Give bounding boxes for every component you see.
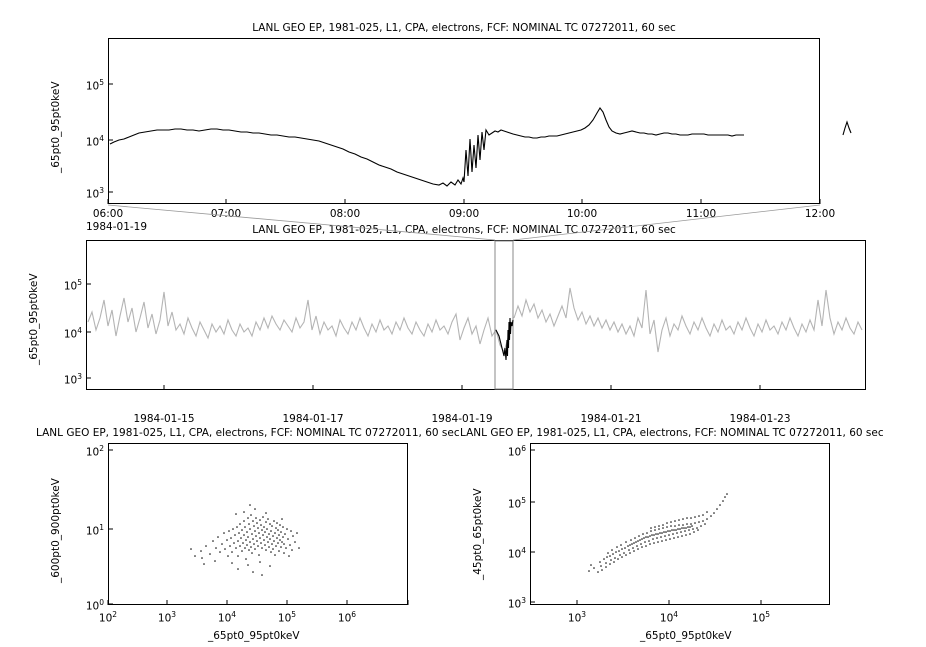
zoom-connector-lines <box>108 205 820 240</box>
br-xtick-1e5: $10^5$ <box>751 610 771 625</box>
bl-ytick-1e0: $10^0$ <box>85 598 104 613</box>
br-ytick-1e3: $10^3$ <box>507 596 526 611</box>
br-ytick-1e5: $10^5$ <box>507 496 526 511</box>
middle-axis-ticks <box>86 284 760 390</box>
bl-ytick-1e2: $10^2$ <box>85 444 104 459</box>
bl-xtick-1e5: $10^5$ <box>277 610 297 625</box>
middle-xtick-2: 1984-01-19 <box>431 413 493 425</box>
top-axis-ticks <box>108 84 820 204</box>
middle-xtick-4: 1984-01-23 <box>729 413 791 425</box>
top-ytick-1e4: $10^4$ <box>85 134 104 149</box>
top-xtick-1: 07:00 <box>210 208 242 220</box>
middle-xtick-3: 1984-01-21 <box>580 413 642 425</box>
bl-xtick-1e4: $10^4$ <box>217 610 237 625</box>
bottom-left-ylabel: _600pt0_900pt0keV <box>50 478 62 583</box>
middle-xtick-0: 1984-01-15 <box>133 413 195 425</box>
middle-ytick-1e5: $10^5$ <box>63 278 82 293</box>
top-xtick-2: 08:00 <box>329 208 361 220</box>
br-ytick-1e4: $10^4$ <box>507 546 526 561</box>
top-trace-65-95kev <box>110 108 744 186</box>
top-xtick-4: 10:00 <box>566 208 598 220</box>
top-date-label: 1984-01-19 <box>86 221 148 233</box>
bottom-left-xlabel: _65pt0_95pt0keV <box>208 630 300 642</box>
middle-xtick-1: 1984-01-17 <box>282 413 344 425</box>
bl-ytick-1e1: $10^1$ <box>85 523 104 538</box>
bottom-left-panel-title: LANL GEO EP, 1981-025, L1, CPA, electrons, FCF: NOMINAL TC 07272011, 60 sec <box>36 427 460 439</box>
top-trace-segment-right <box>843 122 851 135</box>
br-xtick-1e4: $10^4$ <box>659 610 679 625</box>
top-ytick-1e5: $10^5$ <box>85 78 104 93</box>
top-ytick-1e3: $10^3$ <box>85 186 104 201</box>
bottom-right-xlabel: _65pt0_95pt0keV <box>640 630 732 642</box>
top-ylabel: _65pt0_95pt0keV <box>50 81 62 173</box>
middle-highlight-box <box>495 241 513 389</box>
top-panel-title: LANL GEO EP, 1981-025, L1, CPA, electrons, FCF: NOMINAL TC 07272011, 60 sec <box>252 22 676 34</box>
middle-ytick-1e4: $10^4$ <box>63 326 82 341</box>
top-xtick-5: 11:00 <box>685 208 717 220</box>
br-xtick-1e3: $10^3$ <box>567 610 587 625</box>
bottom-left-scatter-points <box>190 504 300 576</box>
br-ytick-1e6: $10^6$ <box>507 444 526 459</box>
top-xtick-0: 06:00 <box>92 208 124 220</box>
middle-ylabel: _65pt0_95pt0keV <box>28 273 40 365</box>
bl-xtick-1e2: $10^2$ <box>98 610 118 625</box>
bottom-right-scatter-points <box>588 493 728 573</box>
middle-trace-context <box>88 292 512 352</box>
bl-xtick-1e3: $10^3$ <box>157 610 177 625</box>
bottom-right-axis-ticks <box>530 450 761 605</box>
bottom-right-ylabel: _45pt0_65pt0keV <box>472 488 484 580</box>
top-xtick-3: 09:00 <box>448 208 480 220</box>
middle-ytick-1e3: $10^3$ <box>63 372 82 387</box>
bottom-right-panel-title: LANL GEO EP, 1981-025, L1, CPA, electrons, FCF: NOMINAL TC 07272011, 60 sec <box>460 427 884 439</box>
bl-xtick-1e6: $10^6$ <box>337 610 357 625</box>
top-xtick-6: 12:00 <box>804 208 836 220</box>
middle-panel-title: LANL GEO EP, 1981-025, L1, CPA, electrons, FCF: NOMINAL TC 07272011, 60 sec <box>252 224 676 236</box>
middle-trace-context-right <box>514 288 862 352</box>
